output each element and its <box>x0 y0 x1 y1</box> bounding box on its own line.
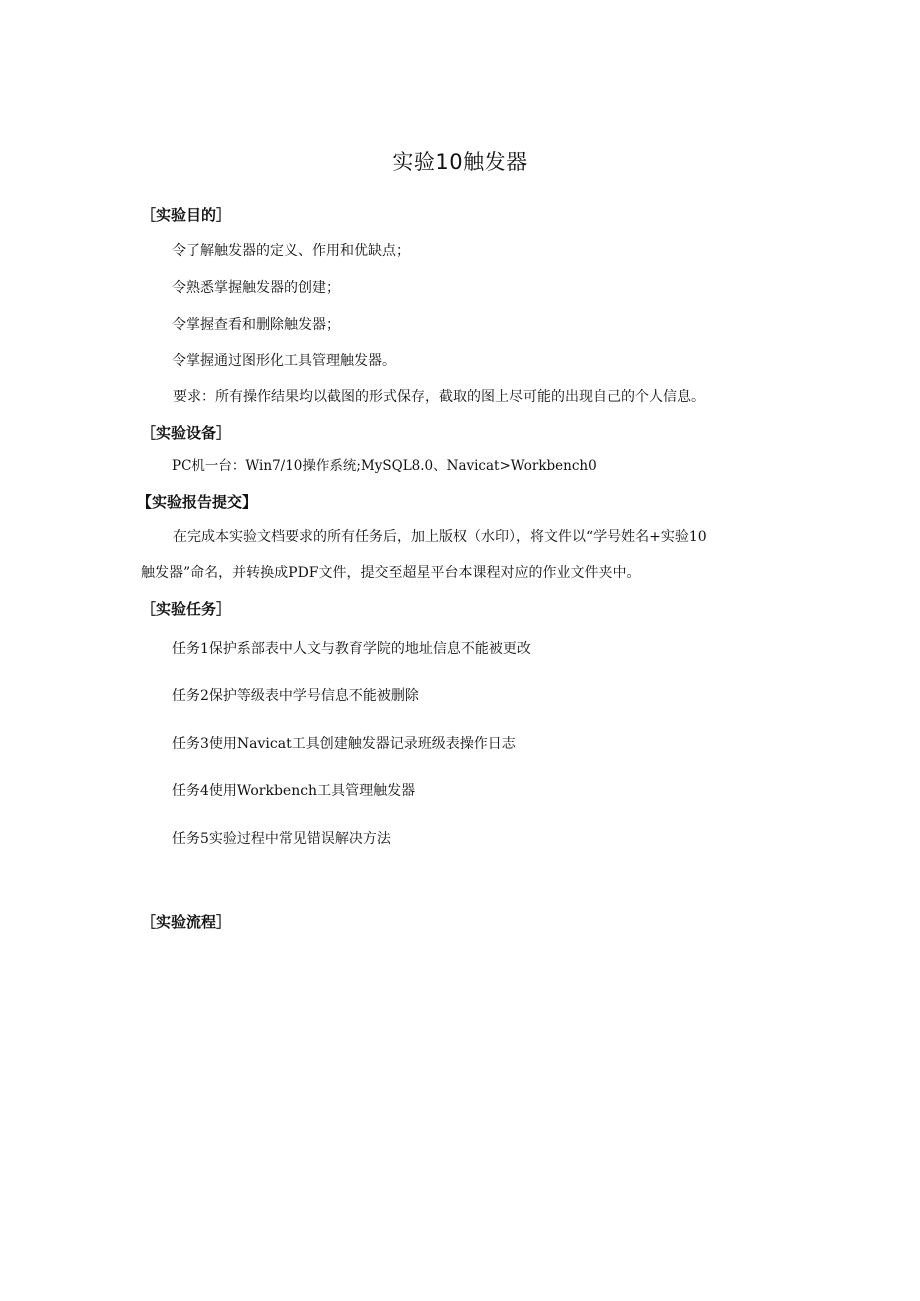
tasks-heading: ［实验任务］ <box>141 600 232 618</box>
task-item: 任务5实验过程中常见错误解决方法 <box>172 831 391 847</box>
equipment-text: PC机一台：Win7/10操作系统;MySQL8.0、Navicat>Workbench0 <box>172 458 597 474</box>
purpose-item: 令掌握通过图形化工具管理触发器。 <box>172 353 396 369</box>
flow-heading: ［实验流程］ <box>141 913 232 931</box>
equipment-heading: ［实验设备］ <box>141 424 232 442</box>
task-item: 任务4使用Workbench工具管理触发器 <box>172 783 416 799</box>
purpose-heading: ［实验目的］ <box>141 206 232 224</box>
report-paragraph-line: 触发器”命名，并转换成PDF文件，提交至超星平台本课程对应的作业文件夹中。 <box>141 565 641 581</box>
report-heading: 【实验报告提交】 <box>137 493 258 511</box>
purpose-item: 令熟悉掌握触发器的创建； <box>172 280 340 296</box>
task-item: 任务3使用Navicat工具创建触发器记录班级表操作日志 <box>172 736 516 752</box>
report-paragraph-line: 在完成本实验文档要求的所有任务后，加上版权（水印），将文件以“学号姓名+实验10 <box>173 529 707 545</box>
task-item: 任务2保护等级表中学号信息不能被删除 <box>172 688 419 704</box>
document-title: 实验10触发器 <box>392 150 528 174</box>
task-item: 任务1保护系部表中人文与教育学院的地址信息不能被更改 <box>172 641 531 657</box>
purpose-item: 令了解触发器的定义、作用和优缺点； <box>172 243 410 259</box>
purpose-requirement: 要求：所有操作结果均以截图的形式保存，截取的图上尽可能的出现自己的个人信息。 <box>173 389 705 405</box>
purpose-item: 令掌握查看和删除触发器； <box>172 317 340 333</box>
